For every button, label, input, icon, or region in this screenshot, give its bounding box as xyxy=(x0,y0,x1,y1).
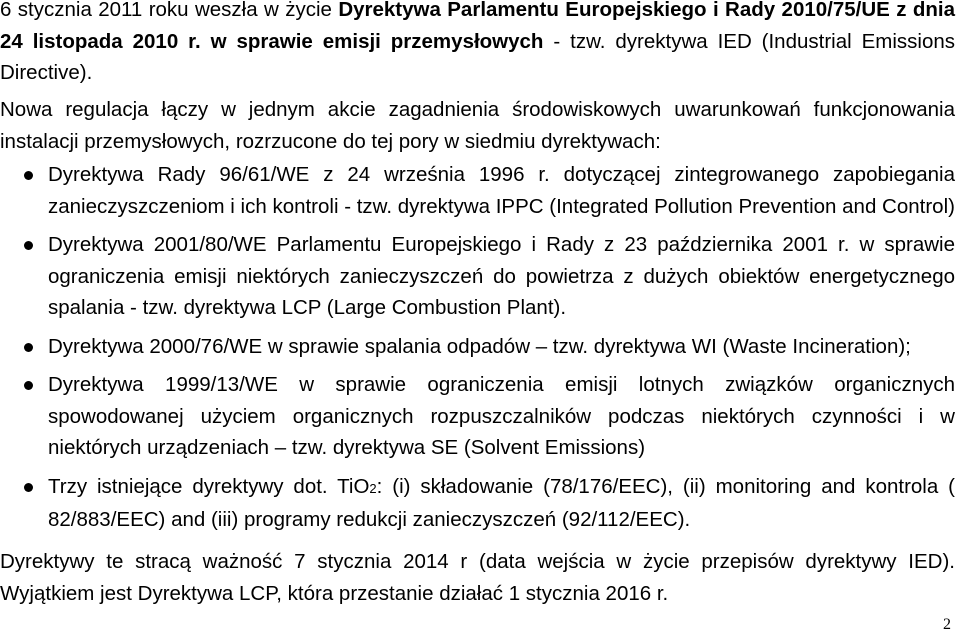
regulation-paragraph: Nowa regulacja łączy w jednym akcie zagadnienia środowiskowych uwarunkowań funkcjonowania instalacji przemysłowych, rozrzucone do tej pory w siedmiu dyrektywach: xyxy=(0,98,955,153)
list-item-tio2 xyxy=(0,471,955,536)
bullet-icon xyxy=(24,343,33,352)
tio2-text-start: Trzy istniejące dyrektywy dot. TiO xyxy=(48,474,370,498)
intro-text-end: - tzw. dyrektywa IED (Industrial Emissions Directive). xyxy=(0,29,956,84)
list-item-text: Dyrektywa 2000/76/WE w sprawie spalania odpadów – tzw. dyrektywa WI (Waste Incineration); xyxy=(48,334,911,358)
directive-title-bold: Dyrektywa Parlamentu Europejskiego i Rady 2010/75/UE z dnia 24 listopada 2010 r. w sprawie emisji przemysłowych xyxy=(0,0,955,53)
intro-paragraph xyxy=(0,0,955,89)
list-item-text: Dyrektywa 1999/13/WE w sprawie ograniczenia emisji lotnych związków organicznych spowodowanej użyciem organicznych rozpuszczalników podczas niektórych czynności i w niektórych urządzeniach – tzw. dyrektywa SE (Solvent Emissions) xyxy=(48,373,955,459)
tio2-text-end: : (i) składowanie (78/176/EEC), (ii) monitoring and kontrola ( 82/883/EEC) and (iii) programy redukcji zanieczyszczeń (92/112/EEC). xyxy=(48,474,955,531)
intro-text-start: 6 stycznia 2011 roku weszła w życie xyxy=(0,0,339,21)
bullet-icon xyxy=(24,241,33,250)
list-item-text: Dyrektywa 2001/80/WE Parlamentu Europejskiego i Rady z 23 października 2001 r. w sprawie ograniczenia emisji niektórych zanieczyszczeń do powietrza z dużych obiektów energetycznego spalania - tzw. dyrektywa LCP (Large Combustion Plant). xyxy=(48,233,955,319)
list-item-lcp xyxy=(0,229,955,324)
bullet-icon xyxy=(24,483,33,492)
list-item-se xyxy=(0,369,955,464)
list-item-wi xyxy=(0,331,955,363)
tio2-subscript: 2 xyxy=(369,480,377,496)
list-item-ippc xyxy=(0,159,955,222)
bullet-icon xyxy=(24,171,33,180)
page-number: 2 xyxy=(943,616,951,633)
closing-paragraph: Dyrektywy te stracą ważność 7 stycznia 2014 r (data wejścia w życie przepisów dyrektywy IED). Wyjątkiem jest Dyrektywa LCP, która przestanie działać 1 stycznia 2016 r. xyxy=(0,550,955,605)
directives-list xyxy=(0,159,955,536)
list-item-text: Dyrektywa Rady 96/61/WE z 24 września 1996 r. dotyczącej zintegrowanego zapobiegania zanieczyszczeniom i ich kontroli - tzw. dyrektywa IPPC (Integrated Pollution Prevention and Control) xyxy=(48,163,955,218)
bullet-icon xyxy=(24,381,33,390)
